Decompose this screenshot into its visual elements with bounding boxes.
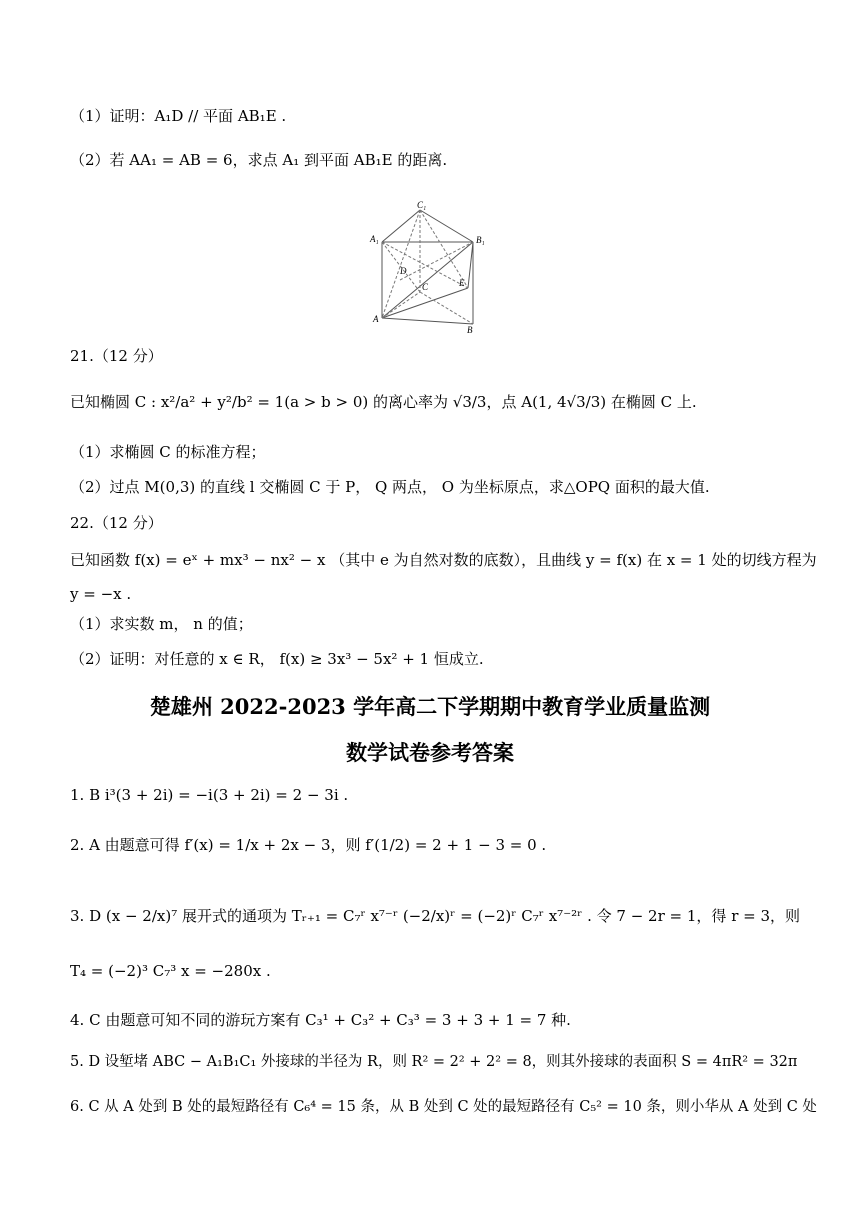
q22-stem-line2: y = −x . (70, 585, 132, 603)
q22-part2: （2）证明：对任意的 x ∈ R， f(x) ≥ 3x³ − 5x² + 1 恒成立. (70, 650, 484, 668)
answer-2: 2. A 由题意可得 f′(x) = 1/x + 2x − 3，则 f′(1/2) = 2 + 1 − 3 = 0 . (70, 836, 547, 854)
answer-6: 6. C 从 A 处到 B 处的最短路径有 C₆⁴ = 15 条，从 B 处到 C 处的最短路径有 C₅² = 10 条，则小华从 A 处到 C 处 (70, 1099, 817, 1115)
answers-title: 楚雄州 2022-2023 学年高二下学期期中教育学业质量监测 (149, 694, 711, 719)
q22-part1: （1）求实数 m， n 的值； (70, 615, 253, 633)
q21-part2: （2）过点 M(0,3) 的直线 l 交椭圆 C 于 P， Q 两点， O 为坐标原点，求△OPQ 面积的最大值. (70, 478, 710, 496)
answer-1: 1. B i³(3 + 2i) = −i(3 + 2i) = 2 − 3i . (70, 786, 349, 804)
answers-subtitle: 数学试卷参考答案 (346, 740, 514, 765)
q22-stem-line1: 已知函数 f(x) = eˣ + mx³ − nx² − x （其中 e 为自然对数的底数），且曲线 y = f(x) 在 x = 1 处的切线方程为 (70, 551, 817, 569)
label-C: C (422, 282, 429, 292)
answer-3: 3. D (x − 2/x)⁷ 展开式的通项为 Tᵣ₊₁ = C₇ʳ x⁷⁻ʳ (−2/x)ʳ = (−2)ʳ C₇ʳ x⁷⁻²ʳ . 令 7 − 2r = 1，得 r = 3，则 (70, 907, 801, 925)
answer-3-cont: T₄ = (−2)³ C₇³ x = −280x . (70, 962, 271, 980)
q21-stem: 已知椭圆 C : x²/a² + y²/b² = 1(a > b > 0) 的离心率为 √3/3，点 A(1, 4√3/3) 在椭圆 C 上. (70, 393, 697, 411)
q21-header: 21.（12 分） (70, 347, 163, 365)
label-A: A (373, 314, 379, 324)
label-C1: C₁ (417, 200, 427, 210)
q22-header: 22.（12 分） (70, 514, 163, 532)
prism-figure (360, 200, 500, 335)
answer-5: 5. D 设堑堵 ABC − A₁B₁C₁ 外接球的半径为 R，则 R² = 2² + 2² = 8，则其外接球的表面积 S = 4πR² = 32π (70, 1054, 798, 1070)
label-D: D (400, 266, 407, 276)
q20-part1: （1）证明：A₁D // 平面 AB₁E . (70, 107, 287, 125)
label-A1: A₁ (370, 234, 379, 244)
label-E: E (459, 278, 465, 288)
q20-part2: （2）若 AA₁ = AB = 6，求点 A₁ 到平面 AB₁E 的距离. (70, 151, 448, 169)
answer-4: 4. C 由题意可知不同的游玩方案有 C₃¹ + C₃² + C₃³ = 3 + 3 + 1 = 7 种. (70, 1011, 571, 1029)
label-B: B (467, 325, 473, 335)
q21-part1: （1）求椭圆 C 的标准方程； (70, 443, 266, 461)
label-B1: B₁ (476, 235, 485, 245)
